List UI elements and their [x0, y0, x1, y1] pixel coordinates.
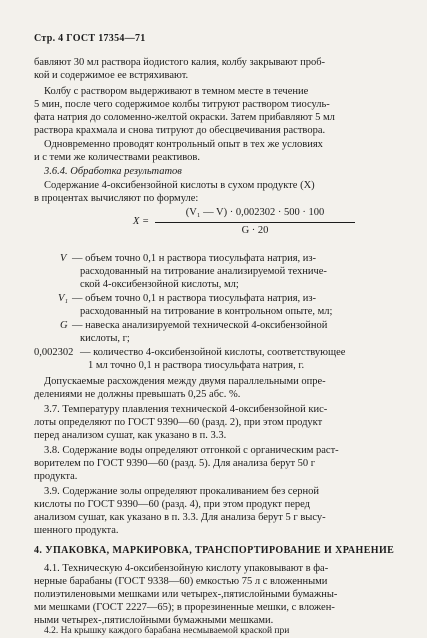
- intro-line: кой и содержимое ее встряхивают.: [34, 70, 189, 81]
- formula-lhs: X =: [133, 216, 150, 227]
- def-text: расходованный на титрование в контрольном опыте, мл;: [80, 306, 333, 317]
- tolerance-line: делениями не должны превышать 0,25 абс. %.: [34, 389, 241, 400]
- def-text: — навеска анализируемой технической 4-оксибензойной: [72, 320, 328, 331]
- intro-line: бавляют 30 мл раствора йодистого калия, колбу закрывают проб-: [34, 57, 326, 68]
- def-text: — количество 4-оксибензойной кислоты, соответствующее: [80, 347, 346, 358]
- section-heading: 3.6.4. Обработка результатов: [44, 166, 182, 177]
- def-text: кислоты, г;: [80, 333, 130, 344]
- tolerance-line: Допускаемые расхождения между двумя параллельными опре-: [44, 376, 326, 387]
- p38-line: ворителем по ГОСТ 9390—60 (разд. 5). Для анализа берут 50 г: [34, 458, 316, 469]
- p37-line: лоты определяют по ГОСТ 9390—60 (разд. 2), при этом продукт: [34, 417, 323, 428]
- para1-line: Колбу с раствором выдерживают в темном месте в течение: [44, 86, 309, 97]
- fraction-bar: [155, 222, 355, 223]
- p41-line: полиэтиленовыми мешками или четырех-,пятислойными бумажны-: [34, 589, 338, 600]
- def-text: ской 4-оксибензойной кислоты, мл;: [80, 279, 239, 290]
- para2-line: Одновременно проводят контрольный опыт в тех же условиях: [44, 139, 323, 150]
- page-header: Стр. 4 ГОСТ 17354—71: [34, 33, 146, 44]
- def-symbol: V: [60, 253, 67, 264]
- def-text: 1 мл точно 0,1 н раствора тиосульфата натрия, г.: [88, 360, 305, 371]
- formula-denominator: G · 20: [241, 225, 269, 236]
- def-text: расходованный на титрование анализируемой техниче-: [80, 266, 327, 277]
- formula-numerator: (V₁ — V) · 0,002302 · 500 · 100: [185, 207, 325, 218]
- p41-line: 4.1. Техническую 4-оксибензойную кислоту упаковывают в фа-: [44, 563, 329, 574]
- p37-line: 3.7. Температуру плавления технической 4-оксибензойной кис-: [44, 404, 328, 415]
- p38-line: продукта.: [34, 471, 78, 482]
- p38-line: 3.8. Содержание воды определяют отгонкой с органическим раст-: [44, 445, 339, 456]
- def-symbol: G: [60, 320, 68, 331]
- calc-intro-line: в процентах вычисляют по формуле:: [34, 193, 199, 204]
- def-text: — объем точно 0,1 н раствора тиосульфата натрия, из-: [72, 293, 317, 304]
- p39-line: шенного продукта.: [34, 525, 119, 536]
- formula: [133, 207, 373, 241]
- p39-line: 3.9. Содержание золы определяют прокаливанием без серной: [44, 486, 320, 497]
- p39-line: кислоты по ГОСТ 9390—60 (разд. 4), при этом продукт перед: [34, 499, 311, 510]
- p39-line: анализом сушат, как указано в п. 3.3. Для анализа берут 5 г высу-: [34, 512, 326, 523]
- def-symbol: V₁: [58, 293, 69, 304]
- para1-line: 5 мин, после чего содержимое колбы титруют раствором тиосуль-: [34, 99, 330, 110]
- section-4-title: 4. УПАКОВКА, МАРКИРОВКА, ТРАНСПОРТИРОВАНИЕ И ХРАНЕНИЕ: [34, 545, 395, 556]
- p41-line: ми мешками (ГОСТ 2227—65); в прорезиненные мешки, с вложен-: [34, 602, 335, 613]
- p42-line: 4.2. На крышку каждого барабана несмываемой краской при: [44, 626, 290, 636]
- para1-line: раствора крахмала и снова титруют до обесцвечивания раствора.: [34, 125, 326, 136]
- p37-line: перед анализом сушат, как указано в п. 3.3.: [34, 430, 227, 441]
- def-symbol: 0,002302: [34, 347, 74, 358]
- p41-line: ными четырех-,пятислойными бумажными мешками.: [34, 615, 274, 626]
- para1-line: фата натрия до соломенно-желтой окраски. Затем прибавляют 5 мл: [34, 112, 335, 123]
- def-text: — объем точно 0,1 н раствора тиосульфата натрия, из-: [72, 253, 317, 264]
- p41-line: нерные барабаны (ГОСТ 9338—60) емкостью 75 л с вложенными: [34, 576, 328, 587]
- calc-intro-line: Содержание 4-оксибензойной кислоты в сухом продукте (X): [44, 180, 315, 191]
- para2-line: и с теми же количествами реактивов.: [34, 152, 201, 163]
